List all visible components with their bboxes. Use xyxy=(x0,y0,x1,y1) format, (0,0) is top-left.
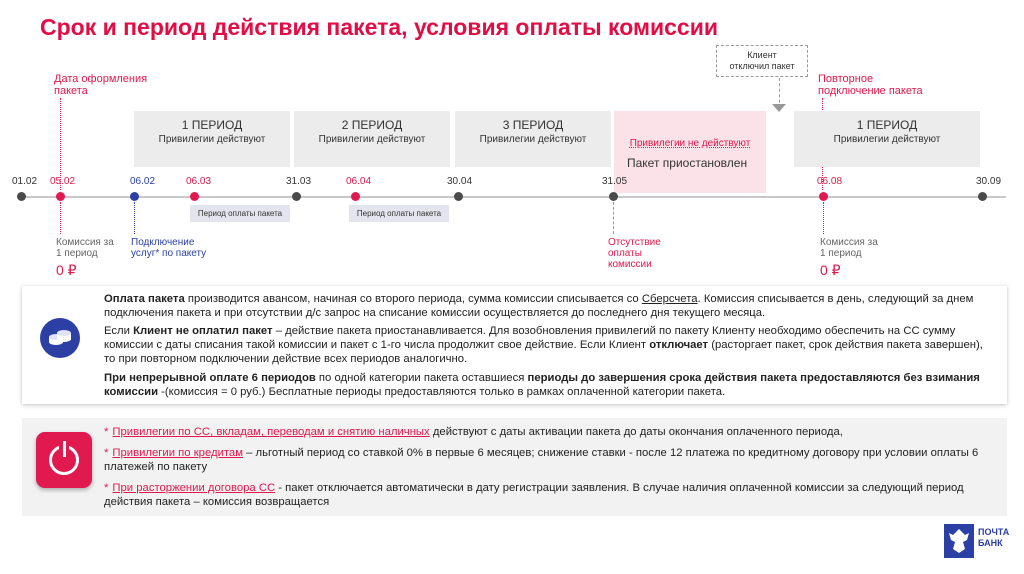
info-paragraph-3: При непрерывной оплате 6 периодов по одной категории пакета оставшиеся периоды до завершения срока действия пакета предоставляются без взимания комиссии -(комиссия = 0 руб.) Бесплатные периоды предоставляются только в рамках оплаченной категории пакета. xyxy=(104,372,980,398)
issue-date-label: Дата оформления пакета xyxy=(54,73,148,97)
period-box-3: 3 ПЕРИОД Привилегии действуют xyxy=(455,111,611,167)
no-payment-guide xyxy=(613,202,614,234)
date-label: 06.04 xyxy=(346,176,372,187)
commission-note-1: Комиссия за 1 период xyxy=(56,237,114,259)
service-connect-note: Подключение услуг* по пакету xyxy=(131,237,207,259)
timeline-dot xyxy=(56,192,65,201)
timeline-dot xyxy=(454,192,463,201)
timeline-dot xyxy=(609,192,618,201)
eagle-emblem-icon xyxy=(944,524,974,558)
commission-guide xyxy=(60,202,61,234)
timeline-dot xyxy=(819,192,828,201)
date-label: 06.02 xyxy=(130,176,156,187)
commission-guide-2 xyxy=(823,202,824,234)
period-box-2: 2 ПЕРИОД Привилегии действуют xyxy=(294,111,450,167)
pochta-bank-logo: ПОЧТА БАНК xyxy=(944,524,1014,558)
timeline-dot xyxy=(978,192,987,201)
service-guide xyxy=(134,202,135,234)
no-payment-note: Отсутствие оплаты комиссии xyxy=(608,237,661,270)
date-label: 06.03 xyxy=(186,176,212,187)
payment-period-chip: Период оплаты пакета xyxy=(349,205,449,222)
reconnect-label: Повторное подключение пакета xyxy=(818,73,923,97)
warning-line-3: * При расторжении договора СС - пакет отключается автоматически в дату регистрации заявления. В случае наличия оплаченной комиссии за следующий период действия пакета – комиссия возвращается xyxy=(104,482,964,508)
commission-value-2: 0 ₽ xyxy=(820,262,841,278)
timeline-axis xyxy=(18,196,1006,198)
warning-line-1: * Привилегии по СС, вкладам, переводам и снятию наличных действуют с даты активации пакета до даты окончания оплаченного периода, xyxy=(104,426,843,438)
timeline-dot xyxy=(190,192,199,201)
period-box-reconnect: 1 ПЕРИОД Привилегии действуют xyxy=(794,111,980,167)
commission-value-1: 0 ₽ xyxy=(56,262,77,278)
date-label: 05.02 xyxy=(50,176,76,187)
date-label: 01.02 xyxy=(12,176,38,187)
timeline-dot xyxy=(351,192,360,201)
date-label: 31.03 xyxy=(286,176,312,187)
client-disconnected-callout: Клиент отключил пакет xyxy=(716,45,808,77)
coins-icon xyxy=(40,318,80,358)
page-title: Срок и период действия пакета, условия оплаты комиссии xyxy=(40,14,719,40)
suspended-text: Пакет приостановлен xyxy=(627,156,748,170)
date-label: 30.09 xyxy=(976,176,1002,187)
info-paragraph-2: Если Клиент не оплатил пакет – действие пакета приостанавливается. Для возобновления привилегий по пакету Клиенту необходимо обеспечить на СС сумму комиссии с даты списания такой комиссии и пакет с 1-го числа продолжит свое действие. Если Клиент отключает (расторгает пакет, срок действия пакета завершен), то при повторном подключении действие всех периодов аналогично. xyxy=(104,325,983,365)
timeline-dot xyxy=(292,192,301,201)
commission-note-2: Комиссия за 1 период xyxy=(820,237,878,259)
timeline-dot xyxy=(17,192,26,201)
date-label: 06.08 xyxy=(817,176,843,187)
period-box-1: 1 ПЕРИОД Привилегии действуют xyxy=(134,111,290,167)
period-box-suspended: Привилегии не действуют xyxy=(614,111,766,193)
date-label: 31.05 xyxy=(602,176,628,187)
info-paragraph-1: Оплата пакета производится авансом, начиная со второго периода, сумма комиссии списывается со Сберсчета. Комиссия списывается в день, следующий за днем подключения пакета и при отсутствии д/с запрос на списание комиссии осуществляется до последнего дня текущего месяца. xyxy=(104,293,974,319)
date-label: 30.04 xyxy=(447,176,473,187)
callout-arrow-icon xyxy=(772,104,786,112)
warning-line-2: * Привилегии по кредитам – льготный период со ставкой 0% в первые 6 месяцев; снижение ставки - после 12 платежа по кредитному договору при условии оплаты 6 платежей по пакету xyxy=(104,447,979,473)
payment-period-chip: Период оплаты пакета xyxy=(190,205,290,222)
timeline-dot xyxy=(130,192,139,201)
power-icon xyxy=(36,432,92,488)
